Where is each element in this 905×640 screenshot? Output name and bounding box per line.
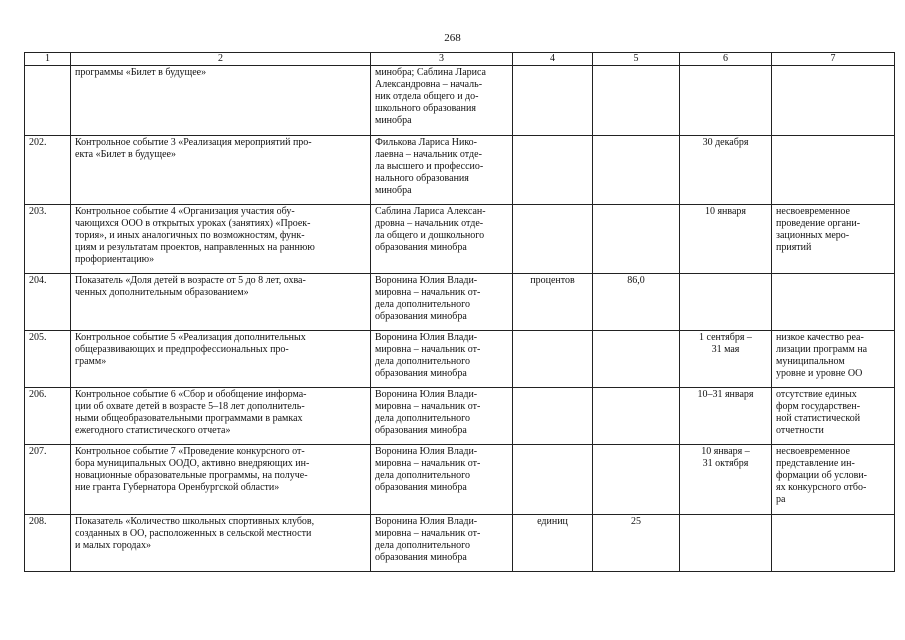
- row-unit: [513, 66, 593, 136]
- row-value: [593, 388, 680, 445]
- row-number: 208.: [25, 515, 71, 572]
- row-unit: единиц: [513, 515, 593, 572]
- row-description: Показатель «Доля детей в возрасте от 5 до 8 лет, охва- ченных дополнительным образованием»: [71, 274, 371, 331]
- row-number: 207.: [25, 445, 71, 515]
- row-risk: [772, 515, 895, 572]
- row-date: 30 декабря: [680, 136, 772, 205]
- table-row: [25, 274, 895, 331]
- row-unit: [513, 388, 593, 445]
- row-responsible: Воронина Юлия Влади- мировна – начальник от- дела дополнительного образования минобра: [371, 445, 513, 515]
- table-row: [25, 331, 895, 388]
- row-unit: [513, 205, 593, 274]
- row-responsible: Воронина Юлия Влади- мировна – начальник от- дела дополнительного образования минобра: [371, 274, 513, 331]
- row-date: [680, 515, 772, 572]
- row-value: [593, 205, 680, 274]
- header-col-4: 4: [513, 53, 593, 66]
- row-number: [25, 66, 71, 136]
- row-responsible: Саблина Лариса Алексан- дровна – начальник отде- ла общего и дошкольного образования минобра: [371, 205, 513, 274]
- row-risk: отсутствие единых форм государствен- ной статистической отчетности: [772, 388, 895, 445]
- row-responsible: Воронина Юлия Влади- мировна – начальник от- дела дополнительного образования минобра: [371, 331, 513, 388]
- row-responsible: Филькова Лариса Нико- лаевна – начальник отде- ла высшего и профессио- нального образования минобра: [371, 136, 513, 205]
- row-value: [593, 66, 680, 136]
- table-row: [25, 445, 895, 515]
- header-col-7: 7: [772, 53, 895, 66]
- row-risk: низкое качество реа- лизации программ на муниципальном уровне и уровне ОО: [772, 331, 895, 388]
- header-col-5: 5: [593, 53, 680, 66]
- row-unit: [513, 136, 593, 205]
- row-number: 202.: [25, 136, 71, 205]
- row-unit: [513, 331, 593, 388]
- row-number: 206.: [25, 388, 71, 445]
- row-description: Контрольное событие 6 «Сбор и обобщение информа- ции об охвате детей в возрасте 5–18 лет дополнитель- ными общеобразовательными программами в рамках ежегодного статистического отчета»: [71, 388, 371, 445]
- row-number: 203.: [25, 205, 71, 274]
- row-number: 205.: [25, 331, 71, 388]
- header-col-3: 3: [371, 53, 513, 66]
- row-description: Контрольное событие 3 «Реализация мероприятий про- екта «Билет в будущее»: [71, 136, 371, 205]
- row-risk: [772, 136, 895, 205]
- row-responsible: Воронина Юлия Влади- мировна – начальник от- дела дополнительного образования минобра: [371, 388, 513, 445]
- table-row: [25, 205, 895, 274]
- header-col-1: 1: [25, 53, 71, 66]
- row-unit: процентов: [513, 274, 593, 331]
- row-date: [680, 274, 772, 331]
- row-value: [593, 331, 680, 388]
- row-risk: [772, 274, 895, 331]
- row-risk: несвоевременное проведение органи- зационных меро- приятий: [772, 205, 895, 274]
- row-value: 86,0: [593, 274, 680, 331]
- row-description: Контрольное событие 5 «Реализация дополнительных общеразвивающих и предпрофессиональных про- грамм»: [71, 331, 371, 388]
- row-value: 25: [593, 515, 680, 572]
- row-description: Показатель «Количество школьных спортивных клубов, созданных в ОО, расположенных в сельской местности и малых городах»: [71, 515, 371, 572]
- table-row: [25, 388, 895, 445]
- row-date: [680, 66, 772, 136]
- row-date: 1 сентября – 31 мая: [680, 331, 772, 388]
- row-date: 10 января – 31 октября: [680, 445, 772, 515]
- row-description: Контрольное событие 4 «Организация участия обу- чающихся ООО в открытых уроках (занятиях) «Проек- тория», и иных аналогичных по возможностям, функ- циям и результатам проектов, направленных на раннюю профориентацию»: [71, 205, 371, 274]
- header-col-6: 6: [680, 53, 772, 66]
- row-unit: [513, 445, 593, 515]
- table-header-row: [25, 53, 895, 66]
- page-number: 268: [444, 32, 461, 44]
- row-responsible: Воронина Юлия Влади- мировна – начальник от- дела дополнительного образования минобра: [371, 515, 513, 572]
- row-date: 10–31 января: [680, 388, 772, 445]
- table-row: [25, 515, 895, 572]
- plan-table: [24, 52, 895, 572]
- row-date: 10 января: [680, 205, 772, 274]
- table-row: [25, 66, 895, 136]
- row-value: [593, 445, 680, 515]
- row-risk: несвоевременное представление ин- формации об услови- ях конкурсного отбо- ра: [772, 445, 895, 515]
- row-description: программы «Билет в будущее»: [71, 66, 371, 136]
- row-value: [593, 136, 680, 205]
- table-row: [25, 136, 895, 205]
- row-description: Контрольное событие 7 «Проведение конкурсного от- бора муниципальных ООДО, активно внедряющих ин- новационные образовательные программы, на получе- ние гранта Губернатора Оренбургской области»: [71, 445, 371, 515]
- row-number: 204.: [25, 274, 71, 331]
- header-col-2: 2: [71, 53, 371, 66]
- row-risk: [772, 66, 895, 136]
- row-responsible: минобра; Саблина Лариса Александровна – началь- ник отдела общего и до- школьного образования минобра: [371, 66, 513, 136]
